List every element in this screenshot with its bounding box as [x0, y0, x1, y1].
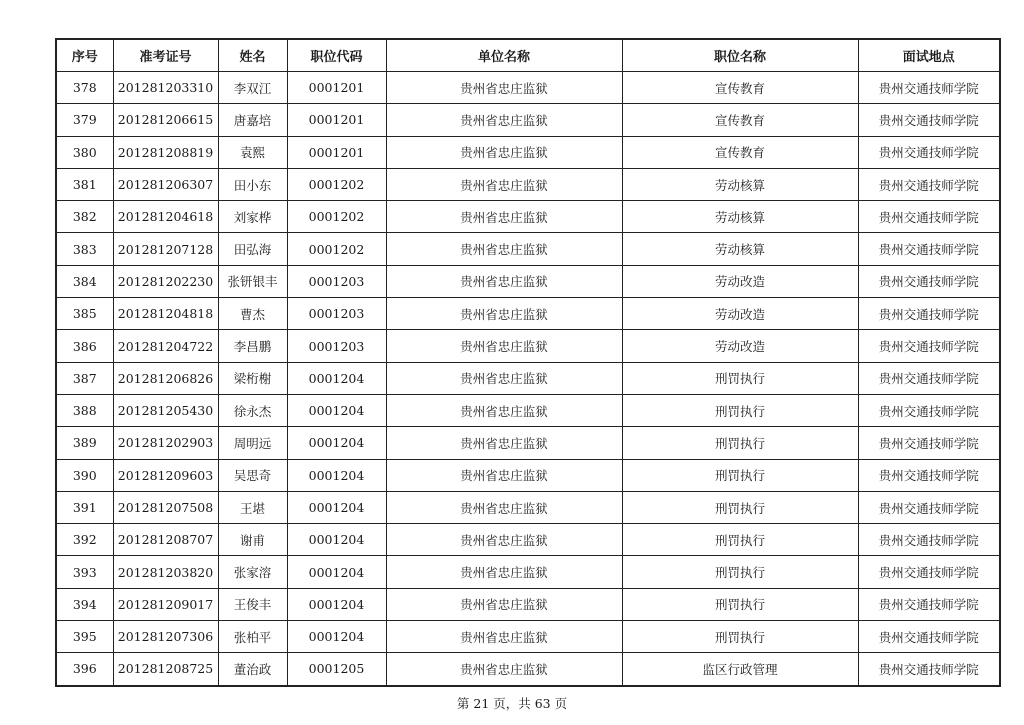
cell-ticket-no: 201281208707 — [113, 524, 218, 556]
cell-position-name: 刑罚执行 — [622, 394, 858, 426]
cell-position-code: 0001204 — [287, 556, 386, 588]
cell-interview-location: 贵州交通技师学院 — [858, 168, 1000, 200]
cell-seq-no: 391 — [56, 491, 113, 523]
cell-position-code: 0001204 — [287, 427, 386, 459]
cell-position-code: 0001201 — [287, 72, 386, 104]
cell-position-name: 刑罚执行 — [622, 459, 858, 491]
cell-name: 董治政 — [218, 653, 287, 686]
cell-seq-no: 390 — [56, 459, 113, 491]
cell-name: 田小东 — [218, 168, 287, 200]
cell-name: 唐嘉培 — [218, 104, 287, 136]
cell-seq-no: 388 — [56, 394, 113, 426]
cell-position-code: 0001204 — [287, 524, 386, 556]
table-row — [56, 168, 1000, 200]
cell-interview-location: 贵州交通技师学院 — [858, 330, 1000, 362]
header-interview-location: 面试地点 — [858, 39, 1000, 72]
table-row — [56, 201, 1000, 233]
cell-position-name: 刑罚执行 — [622, 588, 858, 620]
cell-interview-location: 贵州交通技师学院 — [858, 524, 1000, 556]
cell-ticket-no: 201281206826 — [113, 362, 218, 394]
cell-ticket-no: 201281209017 — [113, 588, 218, 620]
cell-interview-location: 贵州交通技师学院 — [858, 491, 1000, 523]
cell-unit-name: 贵州省忠庄监狱 — [386, 136, 622, 168]
interview-roster-table — [55, 38, 1001, 687]
cell-name: 王俊丰 — [218, 588, 287, 620]
table-row — [56, 524, 1000, 556]
cell-position-name: 刑罚执行 — [622, 362, 858, 394]
cell-unit-name: 贵州省忠庄监狱 — [386, 104, 622, 136]
table-row — [56, 459, 1000, 491]
cell-position-name: 劳动改造 — [622, 298, 858, 330]
table-header-row — [56, 39, 1000, 72]
cell-position-code: 0001201 — [287, 104, 386, 136]
cell-position-code: 0001203 — [287, 330, 386, 362]
cell-unit-name: 贵州省忠庄监狱 — [386, 362, 622, 394]
cell-name: 吴思奇 — [218, 459, 287, 491]
cell-interview-location: 贵州交通技师学院 — [858, 588, 1000, 620]
cell-unit-name: 贵州省忠庄监狱 — [386, 653, 622, 686]
cell-position-code: 0001201 — [287, 136, 386, 168]
cell-position-code: 0001204 — [287, 588, 386, 620]
cell-unit-name: 贵州省忠庄监狱 — [386, 556, 622, 588]
cell-name: 袁熙 — [218, 136, 287, 168]
cell-unit-name: 贵州省忠庄监狱 — [386, 72, 622, 104]
cell-unit-name: 贵州省忠庄监狱 — [386, 201, 622, 233]
cell-ticket-no: 201281207306 — [113, 621, 218, 653]
table-row — [56, 298, 1000, 330]
cell-unit-name: 贵州省忠庄监狱 — [386, 491, 622, 523]
cell-position-code: 0001204 — [287, 491, 386, 523]
cell-ticket-no: 201281207508 — [113, 491, 218, 523]
cell-position-name: 刑罚执行 — [622, 524, 858, 556]
cell-position-name: 监区行政管理 — [622, 653, 858, 686]
cell-unit-name: 贵州省忠庄监狱 — [386, 233, 622, 265]
cell-position-name: 劳动改造 — [622, 265, 858, 297]
cell-name: 周明远 — [218, 427, 287, 459]
cell-position-code: 0001202 — [287, 168, 386, 200]
cell-unit-name: 贵州省忠庄监狱 — [386, 265, 622, 297]
cell-ticket-no: 201281208725 — [113, 653, 218, 686]
cell-ticket-no: 201281202230 — [113, 265, 218, 297]
cell-name: 王堪 — [218, 491, 287, 523]
cell-position-name: 刑罚执行 — [622, 491, 858, 523]
cell-name: 李昌鹏 — [218, 330, 287, 362]
cell-ticket-no: 201281207128 — [113, 233, 218, 265]
cell-position-code: 0001203 — [287, 298, 386, 330]
cell-interview-location: 贵州交通技师学院 — [858, 104, 1000, 136]
cell-name: 张钘银丰 — [218, 265, 287, 297]
cell-unit-name: 贵州省忠庄监狱 — [386, 524, 622, 556]
cell-seq-no: 395 — [56, 621, 113, 653]
cell-name: 曹杰 — [218, 298, 287, 330]
cell-seq-no: 387 — [56, 362, 113, 394]
table-row — [56, 427, 1000, 459]
cell-unit-name: 贵州省忠庄监狱 — [386, 588, 622, 620]
cell-name: 梁桁榭 — [218, 362, 287, 394]
cell-name: 李双江 — [218, 72, 287, 104]
cell-seq-no: 378 — [56, 72, 113, 104]
cell-ticket-no: 201281206307 — [113, 168, 218, 200]
table-body — [56, 72, 1000, 686]
cell-unit-name: 贵州省忠庄监狱 — [386, 298, 622, 330]
cell-interview-location: 贵州交通技师学院 — [858, 394, 1000, 426]
cell-position-code: 0001204 — [287, 394, 386, 426]
header-position-code: 职位代码 — [287, 39, 386, 72]
cell-interview-location: 贵州交通技师学院 — [858, 427, 1000, 459]
cell-name: 张柏平 — [218, 621, 287, 653]
table-row — [56, 621, 1000, 653]
table-row — [56, 72, 1000, 104]
cell-ticket-no: 201281208819 — [113, 136, 218, 168]
cell-position-code: 0001204 — [287, 459, 386, 491]
table-row — [56, 491, 1000, 523]
cell-position-name: 劳动核算 — [622, 201, 858, 233]
cell-seq-no: 379 — [56, 104, 113, 136]
cell-interview-location: 贵州交通技师学院 — [858, 621, 1000, 653]
cell-position-name: 刑罚执行 — [622, 621, 858, 653]
cell-name: 田弘海 — [218, 233, 287, 265]
cell-seq-no: 393 — [56, 556, 113, 588]
table-row — [56, 588, 1000, 620]
cell-seq-no: 394 — [56, 588, 113, 620]
cell-position-code: 0001202 — [287, 201, 386, 233]
cell-interview-location: 贵州交通技师学院 — [858, 556, 1000, 588]
cell-name: 张家溶 — [218, 556, 287, 588]
cell-position-name: 宣传教育 — [622, 72, 858, 104]
cell-seq-no: 381 — [56, 168, 113, 200]
cell-unit-name: 贵州省忠庄监狱 — [386, 427, 622, 459]
cell-name: 徐永杰 — [218, 394, 287, 426]
cell-ticket-no: 201281204722 — [113, 330, 218, 362]
cell-unit-name: 贵州省忠庄监狱 — [386, 394, 622, 426]
header-ticket-no: 准考证号 — [113, 39, 218, 72]
cell-position-name: 宣传教育 — [622, 136, 858, 168]
table-row — [56, 136, 1000, 168]
header-seq-no: 序号 — [56, 39, 113, 72]
cell-position-code: 0001203 — [287, 265, 386, 297]
cell-position-name: 劳动改造 — [622, 330, 858, 362]
cell-position-code: 0001204 — [287, 621, 386, 653]
cell-position-name: 刑罚执行 — [622, 556, 858, 588]
cell-seq-no: 382 — [56, 201, 113, 233]
table-row — [56, 362, 1000, 394]
cell-position-name: 劳动核算 — [622, 168, 858, 200]
cell-ticket-no: 201281204818 — [113, 298, 218, 330]
cell-seq-no: 386 — [56, 330, 113, 362]
cell-ticket-no: 201281203310 — [113, 72, 218, 104]
cell-interview-location: 贵州交通技师学院 — [858, 362, 1000, 394]
cell-interview-location: 贵州交通技师学院 — [858, 233, 1000, 265]
cell-seq-no: 380 — [56, 136, 113, 168]
cell-position-name: 宣传教育 — [622, 104, 858, 136]
cell-interview-location: 贵州交通技师学院 — [858, 653, 1000, 686]
cell-position-name: 劳动核算 — [622, 233, 858, 265]
cell-ticket-no: 201281205430 — [113, 394, 218, 426]
cell-ticket-no: 201281209603 — [113, 459, 218, 491]
header-unit-name: 单位名称 — [386, 39, 622, 72]
cell-position-code: 0001204 — [287, 362, 386, 394]
cell-position-code: 0001205 — [287, 653, 386, 686]
cell-seq-no: 383 — [56, 233, 113, 265]
cell-interview-location: 贵州交通技师学院 — [858, 265, 1000, 297]
cell-interview-location: 贵州交通技师学院 — [858, 72, 1000, 104]
cell-unit-name: 贵州省忠庄监狱 — [386, 459, 622, 491]
cell-seq-no: 385 — [56, 298, 113, 330]
cell-name: 谢甫 — [218, 524, 287, 556]
cell-position-code: 0001202 — [287, 233, 386, 265]
table-row — [56, 265, 1000, 297]
cell-ticket-no: 201281202903 — [113, 427, 218, 459]
table-row — [56, 233, 1000, 265]
table-row — [56, 556, 1000, 588]
cell-interview-location: 贵州交通技师学院 — [858, 136, 1000, 168]
cell-ticket-no: 201281206615 — [113, 104, 218, 136]
page-number-footer: 第 21 页，共 63 页 — [456, 696, 568, 711]
cell-seq-no: 384 — [56, 265, 113, 297]
cell-seq-no: 389 — [56, 427, 113, 459]
cell-unit-name: 贵州省忠庄监狱 — [386, 330, 622, 362]
cell-unit-name: 贵州省忠庄监狱 — [386, 168, 622, 200]
table-row — [56, 104, 1000, 136]
cell-interview-location: 贵州交通技师学院 — [858, 201, 1000, 233]
cell-seq-no: 396 — [56, 653, 113, 686]
header-position-name: 职位名称 — [622, 39, 858, 72]
header-name: 姓名 — [218, 39, 287, 72]
table-row — [56, 330, 1000, 362]
table-row — [56, 394, 1000, 426]
cell-interview-location: 贵州交通技师学院 — [858, 298, 1000, 330]
cell-interview-location: 贵州交通技师学院 — [858, 459, 1000, 491]
cell-unit-name: 贵州省忠庄监狱 — [386, 621, 622, 653]
table-row — [56, 653, 1000, 686]
cell-seq-no: 392 — [56, 524, 113, 556]
cell-position-name: 刑罚执行 — [622, 427, 858, 459]
cell-ticket-no: 201281204618 — [113, 201, 218, 233]
cell-name: 刘家桦 — [218, 201, 287, 233]
cell-ticket-no: 201281203820 — [113, 556, 218, 588]
